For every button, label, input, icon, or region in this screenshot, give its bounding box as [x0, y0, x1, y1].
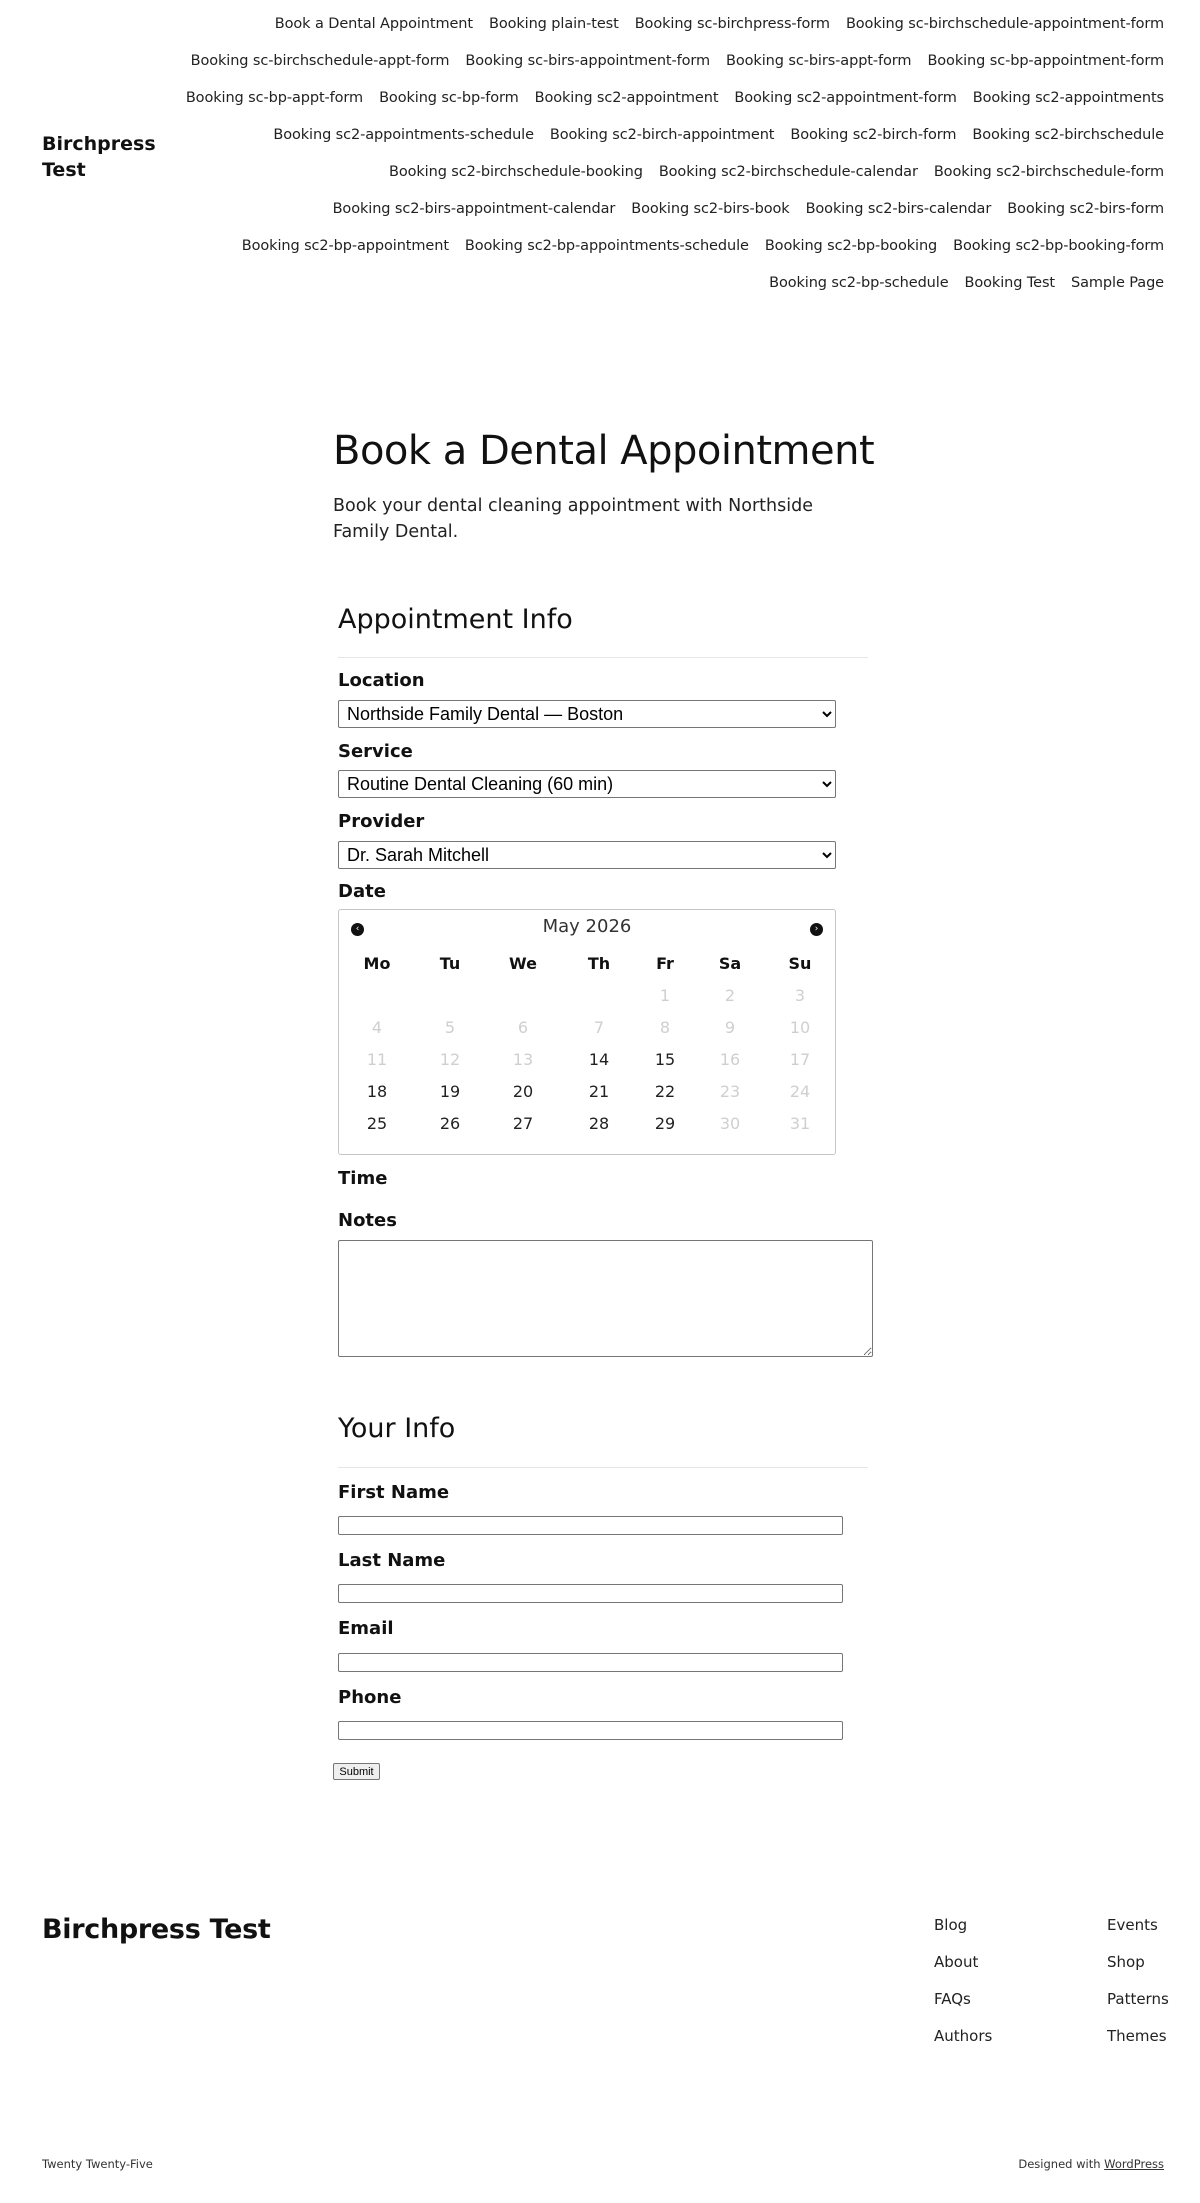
nav-item[interactable]: Booking sc2-bp-appointment	[241, 238, 449, 254]
phone-label: Phone	[338, 1687, 402, 1708]
calendar-weekday: Fr	[656, 954, 674, 973]
nav-item[interactable]: Book a Dental Appointment	[274, 16, 473, 32]
nav-item[interactable]: Booking sc2-birs-calendar	[805, 201, 992, 217]
nav-item[interactable]: Booking sc2-birchschedule-form	[933, 164, 1164, 180]
calendar-day-unavailable: 5	[444, 1018, 456, 1037]
nav-item[interactable]: Booking plain-test	[488, 16, 619, 32]
calendar-week-row	[339, 1018, 835, 1050]
site-title[interactable]: Birchpress Test	[42, 133, 156, 181]
calendar-weekday: Mo	[363, 954, 391, 973]
nav-item[interactable]: Booking sc2-appointments	[972, 90, 1164, 106]
calendar-weekday: Sa	[718, 954, 742, 973]
footer-link[interactable]: Events	[1107, 1916, 1158, 1934]
chevron-right-icon[interactable]: ›	[810, 923, 823, 936]
last-name-input[interactable]	[338, 1584, 843, 1603]
phone-input[interactable]	[338, 1721, 843, 1740]
time-label: Time	[338, 1168, 388, 1189]
page-intro: Book your dental cleaning appointment with Northside Family Dental.	[333, 496, 813, 542]
provider-select[interactable]	[338, 841, 836, 869]
calendar-week-row	[339, 1050, 835, 1082]
footer-nav-column-1	[934, 1914, 992, 2062]
footer-link[interactable]: FAQs	[934, 1990, 971, 2008]
calendar-weekday: Su	[788, 954, 812, 973]
nav-item[interactable]: Booking sc2-birs-form	[1007, 201, 1164, 217]
nav-item[interactable]: Booking sc-birchschedule-appointment-form	[845, 16, 1164, 32]
footer-link[interactable]: About	[934, 1953, 979, 1971]
calendar-day-unavailable: 9	[724, 1018, 736, 1037]
nav-item[interactable]: Booking sc-birs-appointment-form	[465, 53, 711, 69]
notes-label: Notes	[338, 1210, 397, 1231]
calendar-weekday-row	[339, 954, 835, 986]
designed-with-text: Designed with	[1018, 2157, 1101, 2171]
nav-item[interactable]: Booking sc-bp-appointment-form	[927, 53, 1164, 69]
nav-item[interactable]: Booking sc2-birchschedule-calendar	[658, 164, 918, 180]
calendar-day-unavailable: 30	[719, 1114, 741, 1133]
service-label: Service	[338, 741, 413, 762]
calendar-day-unavailable: 2	[724, 986, 736, 1005]
footer-link[interactable]: Shop	[1107, 1953, 1145, 1971]
calendar-day-unavailable: 24	[789, 1082, 811, 1101]
chevron-left-icon[interactable]: ‹	[351, 923, 364, 936]
calendar-day-available[interactable]: 21	[588, 1082, 610, 1101]
calendar-weekday: We	[509, 954, 537, 973]
calendar-month-title: May 2026	[542, 916, 632, 937]
primary-navigation	[164, 14, 1164, 294]
nav-item[interactable]: Booking sc2-bp-booking	[764, 238, 938, 254]
calendar-day-available[interactable]: 18	[366, 1082, 388, 1101]
service-select[interactable]	[338, 770, 836, 798]
calendar-day-available[interactable]: 14	[588, 1050, 610, 1069]
calendar-day-available[interactable]: 27	[512, 1114, 534, 1133]
calendar-day-available[interactable]: 20	[512, 1082, 534, 1101]
calendar-day-unavailable: 3	[794, 986, 806, 1005]
nav-item[interactable]: Booking sc2-birch-form	[790, 127, 957, 143]
submit-button[interactable]: Submit	[333, 1763, 380, 1780]
calendar-day-unavailable: 6	[517, 1018, 529, 1037]
nav-item[interactable]: Booking sc2-birch-appointment	[549, 127, 775, 143]
location-label: Location	[338, 670, 425, 691]
nav-item[interactable]: Booking sc2-birchschedule	[972, 127, 1164, 143]
nav-item[interactable]: Sample Page	[1071, 275, 1164, 291]
calendar-day-unavailable: 13	[512, 1050, 534, 1069]
calendar-day-unavailable: 31	[789, 1114, 811, 1133]
calendar-day-available[interactable]: 28	[588, 1114, 610, 1133]
section-divider	[338, 1467, 868, 1468]
nav-item[interactable]: Booking sc2-appointments-schedule	[273, 127, 534, 143]
calendar-day-unavailable: 11	[366, 1050, 388, 1069]
calendar-day-available[interactable]: 19	[439, 1082, 461, 1101]
calendar-day-unavailable: 10	[789, 1018, 811, 1037]
nav-item[interactable]: Booking sc2-bp-appointments-schedule	[464, 238, 749, 254]
nav-item[interactable]: Booking sc-bp-form	[379, 90, 519, 106]
calendar-day-available[interactable]: 25	[366, 1114, 388, 1133]
footer-site-title[interactable]: Birchpress Test	[42, 1914, 271, 1945]
nav-item[interactable]: Booking Test	[964, 275, 1056, 291]
calendar-day-unavailable: 8	[659, 1018, 671, 1037]
notes-textarea[interactable]	[338, 1240, 873, 1357]
nav-item[interactable]: Booking sc-birchschedule-appt-form	[190, 53, 450, 69]
nav-item[interactable]: Booking sc2-bp-schedule	[769, 275, 949, 291]
nav-item[interactable]: Booking sc-birchpress-form	[634, 16, 830, 32]
calendar-day-available[interactable]: 22	[654, 1082, 676, 1101]
nav-item[interactable]: Booking sc2-birs-book	[631, 201, 790, 217]
calendar-day-unavailable: 7	[593, 1018, 605, 1037]
calendar-day-unavailable: 16	[719, 1050, 741, 1069]
nav-item[interactable]: Booking sc2-birchschedule-booking	[388, 164, 643, 180]
nav-item[interactable]: Booking sc-bp-appt-form	[185, 90, 364, 106]
calendar-day-unavailable: 12	[439, 1050, 461, 1069]
nav-item[interactable]: Booking sc2-appointment	[534, 90, 719, 106]
your-info-heading: Your Info	[338, 1413, 456, 1444]
nav-item[interactable]: Booking sc2-bp-booking-form	[953, 238, 1164, 254]
theme-credit: Twenty Twenty-Five	[42, 2157, 153, 2171]
email-label: Email	[338, 1618, 394, 1639]
last-name-label: Last Name	[338, 1550, 446, 1571]
footer-nav-column-2	[1107, 1914, 1169, 2062]
footer-link[interactable]: Themes	[1107, 2027, 1167, 2045]
location-select[interactable]	[338, 700, 836, 728]
calendar-day-unavailable: 23	[719, 1082, 741, 1101]
designed-with-credit	[1018, 2157, 1164, 2171]
date-label: Date	[338, 881, 386, 902]
calendar-day-unavailable: 4	[371, 1018, 383, 1037]
date-picker-calendar	[338, 909, 836, 1155]
calendar-weekday: Tu	[439, 954, 461, 973]
calendar-week-row	[339, 986, 835, 1018]
calendar-grid	[339, 954, 835, 1146]
nav-item[interactable]: Booking sc-birs-appt-form	[726, 53, 912, 69]
footer-link[interactable]: Blog	[934, 1916, 968, 1934]
footer-link[interactable]: Authors	[934, 2027, 993, 2045]
calendar-day-unavailable: 17	[789, 1050, 811, 1069]
wordpress-link[interactable]: WordPress	[1104, 2157, 1164, 2171]
calendar-week-row	[339, 1114, 835, 1146]
calendar-day-available[interactable]: 29	[654, 1114, 676, 1133]
first-name-label: First Name	[338, 1482, 450, 1503]
calendar-day-unavailable: 1	[659, 986, 671, 1005]
calendar-week-row	[339, 1082, 835, 1114]
calendar-weekday: Th	[587, 954, 611, 973]
first-name-input[interactable]	[338, 1516, 843, 1535]
nav-item[interactable]: Booking sc2-birs-appointment-calendar	[332, 201, 616, 217]
section-divider	[338, 657, 868, 658]
email-input[interactable]	[338, 1653, 843, 1672]
nav-item[interactable]: Booking sc2-appointment-form	[734, 90, 957, 106]
calendar-day-available[interactable]: 15	[654, 1050, 676, 1069]
calendar-day-available[interactable]: 26	[439, 1114, 461, 1133]
provider-label: Provider	[338, 811, 425, 832]
footer-link[interactable]: Patterns	[1107, 1990, 1169, 2008]
page-title: Book a Dental Appointment	[333, 428, 875, 474]
appointment-info-heading: Appointment Info	[338, 604, 573, 635]
